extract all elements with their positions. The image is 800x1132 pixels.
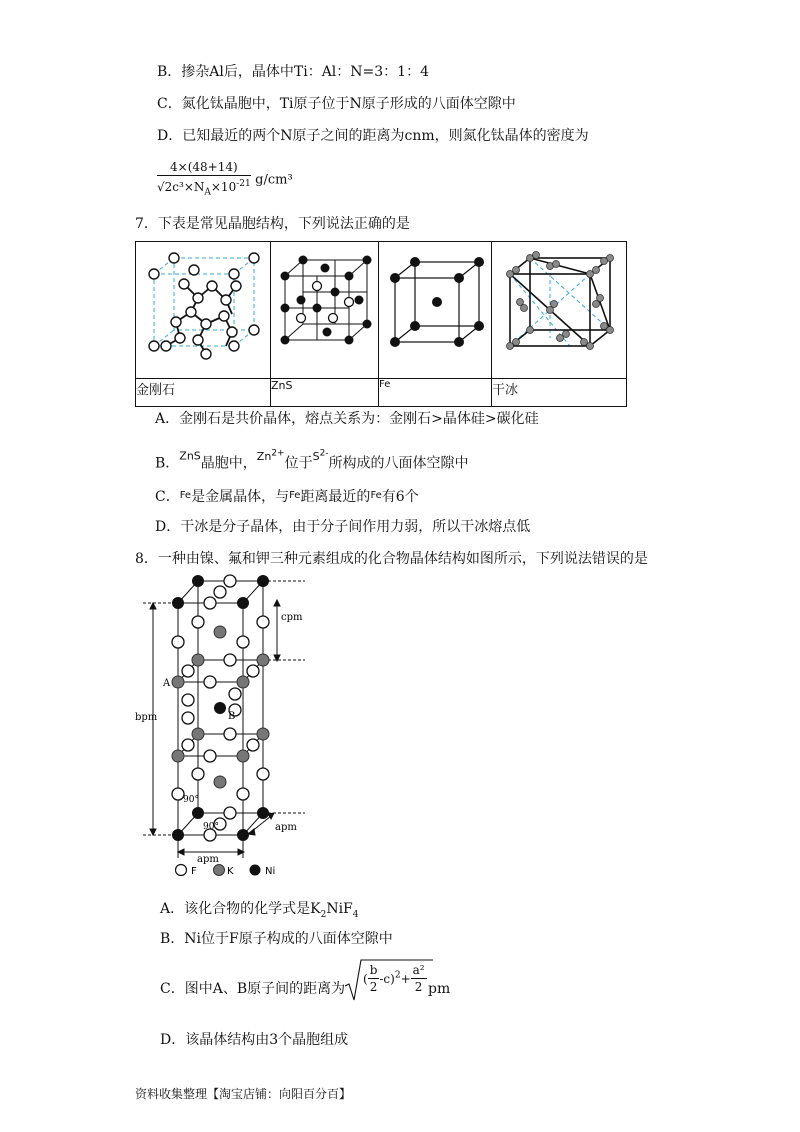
- k2nif4-crystal-figure: [135, 570, 315, 880]
- label-atom-a: A: [163, 678, 171, 689]
- formula-denominator: $√2c^3\times N_A\times 10^{-21}$: [157, 179, 251, 198]
- fe-cell: [379, 242, 492, 379]
- legend-f-icon: [176, 865, 187, 876]
- label-apm-bottom: apm: [197, 854, 219, 865]
- q7-option-b: B．$^{ZnS}$晶胞中，$^{Zn^{2+}}$位于$^{S^{2-}}$所构成的八面体空隙中: [155, 448, 469, 472]
- legend-k-icon: [214, 865, 225, 876]
- dry-ice-unit-cell-image: [492, 242, 626, 374]
- q8-option-b: B．Ni位于F原子构成的八面体空隙中: [160, 931, 393, 947]
- q7-option-c: C．$^{Fe}$是金属晶体，与$^{Fe}$距离最近的$^{Fe}$有6个: [155, 489, 419, 505]
- diamond-unit-cell-image: [136, 242, 270, 374]
- caption-dry-ice: 干冰: [492, 379, 627, 407]
- q8-option-a: A．该化合物的化学式是$K_2NiF_4$: [160, 901, 359, 920]
- q8-option-c-unit: pm: [428, 981, 451, 997]
- caption-zns: ZnS: [271, 379, 379, 407]
- q8-option-d: D．该晶体结构由3个晶胞组成: [160, 1032, 349, 1048]
- label-angle-2: 90°: [203, 822, 219, 832]
- label-bpm: bpm: [135, 712, 158, 723]
- formula-numerator: 4×(48+14): [157, 160, 251, 176]
- label-angle-1: 90°: [183, 795, 199, 805]
- caption-diamond: 金刚石: [136, 379, 271, 407]
- q7-stem: 7．下表是常见晶胞结构，下列说法正确的是: [135, 216, 410, 232]
- caption-fe: Fe: [379, 379, 492, 407]
- legend-f: F: [191, 866, 197, 877]
- legend-ni: Ni: [265, 866, 276, 877]
- q6-option-c: C．氮化钛晶胞中，Ti原子位于N原子形成的八面体空隙中: [157, 96, 516, 112]
- legend-k: K: [227, 866, 234, 877]
- label-apm-side: apm: [275, 822, 297, 833]
- q7-option-a: A．金刚石是共价晶体，熔点关系为：金刚石>晶体硅>碳化硅: [155, 411, 539, 427]
- fe-unit-cell-image: [379, 242, 491, 374]
- q6-option-d: D．已知最近的两个N原子之间的距离为cnm，则氮化钛晶体的密度为: [157, 128, 589, 144]
- zns-cell: [271, 242, 379, 379]
- diamond-cell: [136, 242, 271, 379]
- label-cpm: cpm: [281, 612, 303, 623]
- legend-ni-icon: [250, 865, 261, 876]
- q8-stem: 8．一种由镍、氟和钾三种元素组成的化合物晶体结构如图所示，下列说法错误的是: [135, 551, 648, 567]
- q6-option-b: B．掺杂Al后，晶体中Ti：Al：N=3：1：4: [157, 64, 429, 80]
- crystal-structure-table: [135, 241, 627, 407]
- zns-unit-cell-image: [271, 242, 378, 374]
- dry-ice-cell: [492, 242, 627, 379]
- q8-option-c: C．图中A、B原子间的距离为: [160, 981, 346, 997]
- formula-unit: g/cm³: [255, 172, 293, 188]
- q6-density-formula: [157, 160, 293, 200]
- q7-option-d: D．干冰是分子晶体，由于分子间作用力弱，所以干冰熔点低: [155, 519, 531, 535]
- label-atom-b: B: [228, 711, 236, 722]
- footer-note: 资料收集整理【淘宝店铺：向阳百分百】: [135, 1087, 352, 1101]
